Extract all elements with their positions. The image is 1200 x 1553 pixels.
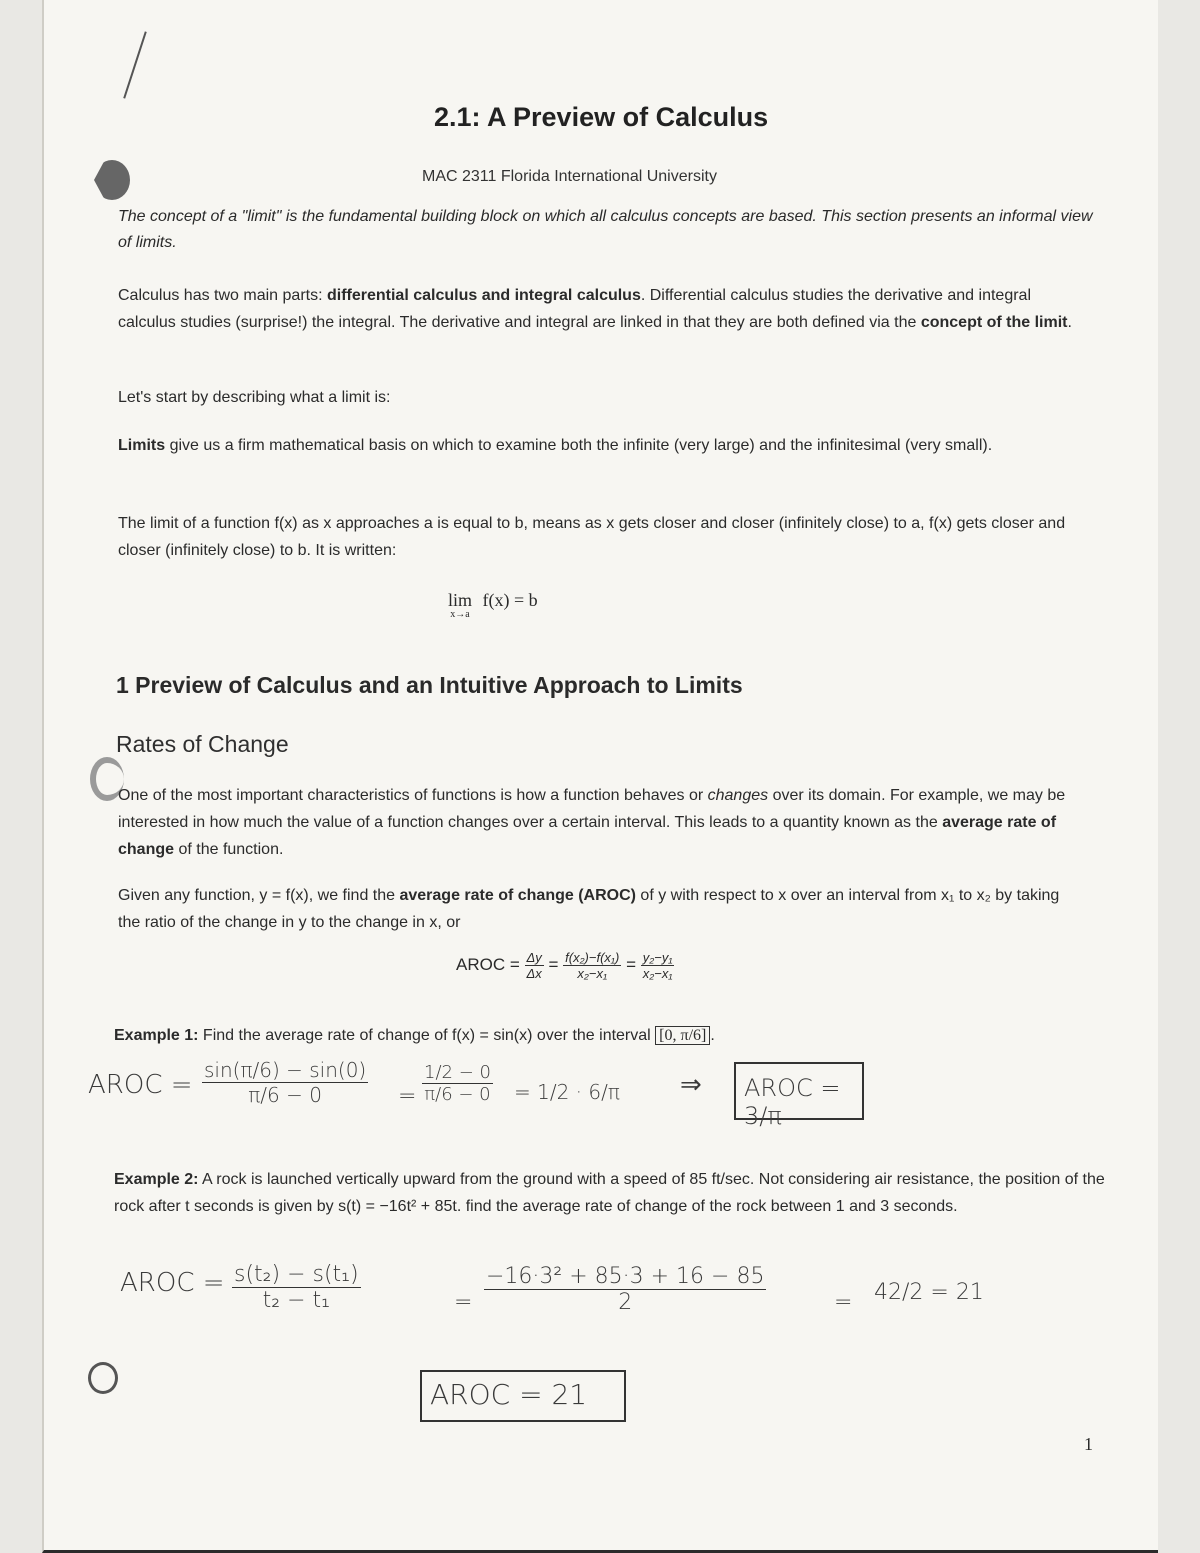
limit-function-paragraph: The limit of a function f(x) as x approaches a is equal to b, means as x gets closer and closer (infinitely close) to a, f(x) gets closer and closer (infinitely close) to b. It is written: bbox=[118, 515, 1066, 559]
intro-paragraph: The concept of a "limit" is the fundamental building block on which all calculus concepts are based. This section presents an informal view of limits. bbox=[118, 208, 1093, 251]
hole-punch-bottom bbox=[88, 1362, 118, 1394]
example-2-eq-1: = bbox=[454, 1290, 473, 1315]
example-1-eq-1: = bbox=[398, 1084, 417, 1109]
aroc-formula: AROC = $\frac{\Delta y}{\Delta x}$ = $\frac{\text{f(x₂)−f(x₁)}}{\text{x₂−x₁}}$ = $\frac{\text{y₂−y₁}}{\text{x₂−x₁}}$ bbox=[456, 950, 673, 981]
example-1-step-1: $\frac{\sin(\pi/6) - \sin(0)}{\pi/6 - 0}$ bbox=[204, 1058, 367, 1107]
section-heading: 1 Preview of Calculus and an Intuitive Approach to Limits bbox=[116, 672, 743, 698]
example-2-lhs: AROC = bbox=[120, 1268, 225, 1298]
example-2-step-1: $\frac{\text{s(t₂) − s(t₁)}}{\text{t₂ − t₁}}$ bbox=[234, 1262, 359, 1313]
rates-of-change-paragraph: One of the most important characteristics of functions is how a function behaves or changes over its domain. For example, we may be interested in how much the value of a function changes over a certain interval. This leads to a quantity known as the average rate of change of the function. bbox=[118, 787, 1066, 858]
page-title: 2.1: A Preview of Calculus bbox=[434, 102, 769, 132]
example-2-step-3: 42/2 = 21 bbox=[874, 1280, 984, 1305]
hole-punch-top bbox=[94, 160, 130, 200]
limits-definition-paragraph: Limits give us a firm mathematical basis on which to examine both the infinite (very large) and the infinitesimal (very small). bbox=[118, 437, 993, 454]
example-2-prompt: Example 2: A rock is launched vertically upward from the ground with a speed of 85 ft/sec. Not considering air resistance, the position of the rock after t seconds is given by s(t) = −16t² + 85t. find the average rate of change of the rock between 1 and 3 seconds. bbox=[114, 1171, 1105, 1215]
aroc-definition-paragraph: Given any function, y = f(x), we find the average rate of change (AROC) of y with respect to x over an interval from x₁ to x₂ by taking the ratio of the change in y to the change in x, or bbox=[118, 887, 1060, 931]
example-1-prompt: Example 1: Find the average rate of change of f(x) = sin(x) over the interval [0, π/6] . bbox=[114, 1027, 715, 1044]
example-1-lhs: AROC = bbox=[88, 1070, 193, 1100]
example-1-answer: AROC = 3/π bbox=[734, 1062, 864, 1120]
limit-formula: lim x→a f(x) = b bbox=[448, 590, 538, 620]
example-2-answer: AROC = 21 bbox=[420, 1370, 626, 1422]
example-2-step-2: $\frac{\text{−16·3² + 85·3 + 16 − 85}}{2}$ bbox=[486, 1264, 765, 1315]
page-number: 1 bbox=[1084, 1434, 1093, 1454]
limit-intro-line: Let's start by describing what a limit is: bbox=[118, 389, 391, 406]
calculus-parts-paragraph: Calculus has two main parts: differential calculus and integral calculus. Differential calculus studies the derivative and integral calculus studies (surprise!) the integral. The derivative and integral are linked in that they are both defined via the concept of the limit. bbox=[118, 287, 1072, 331]
pencil-mark bbox=[123, 31, 147, 98]
example-1-step-3: = 1/2 · 6/π bbox=[514, 1080, 620, 1104]
implies-arrow-icon: ⇒ bbox=[680, 1070, 702, 1100]
subsection-heading: Rates of Change bbox=[116, 731, 289, 757]
example-1-step-2: $\frac{1/2 - 0}{\pi/6 - 0}$ bbox=[424, 1062, 491, 1105]
course-subtitle: MAC 2311 Florida International University bbox=[422, 168, 717, 185]
document-page bbox=[42, 0, 1158, 1553]
example-2-eq-2: = bbox=[834, 1290, 853, 1315]
